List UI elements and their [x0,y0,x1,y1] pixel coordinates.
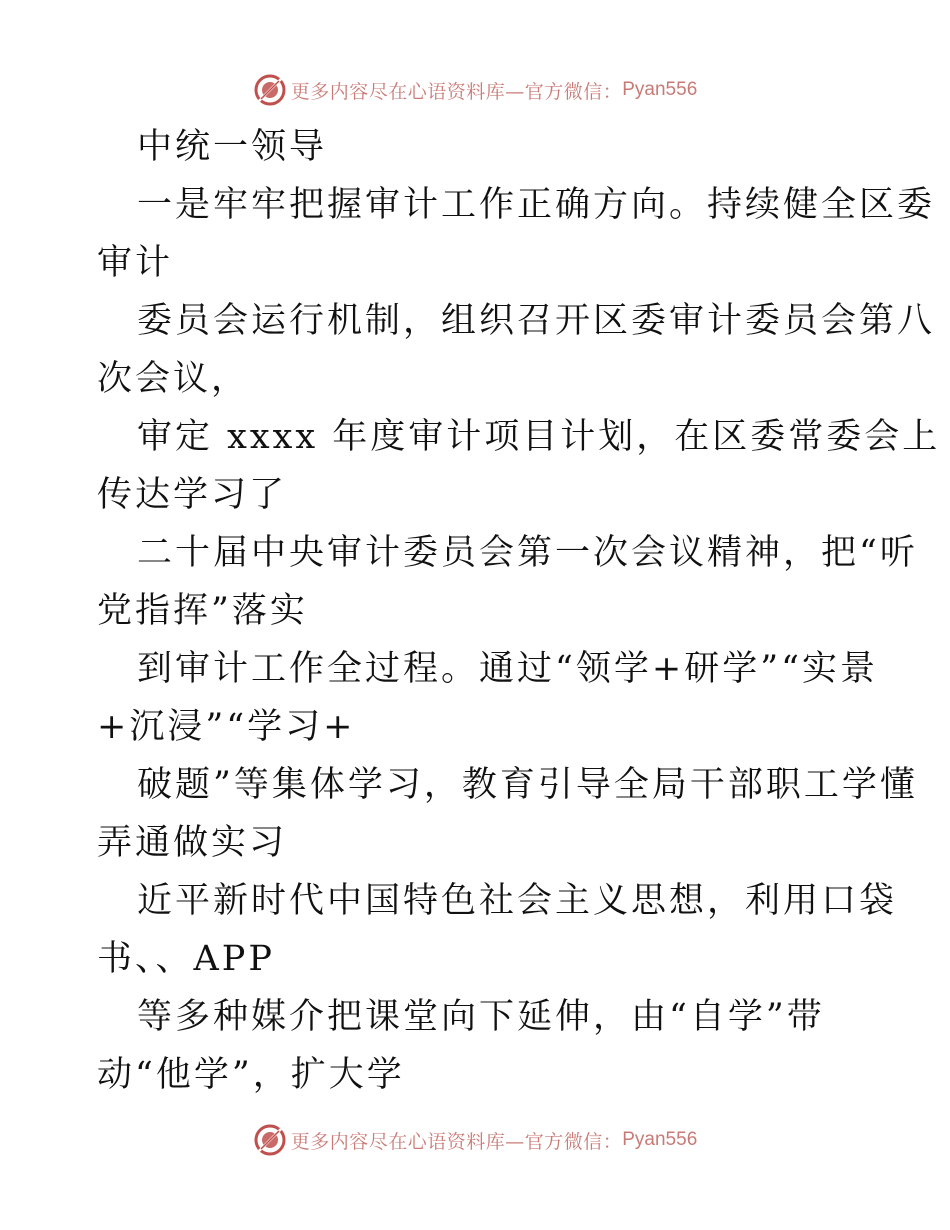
text-line: 传达学习了 [97,475,288,515]
text-line: 等多种媒介把课堂向下延伸，由“自学”带 [137,997,825,1037]
text-line: 书、、APP [97,939,275,979]
text-line: 审计 [97,243,174,283]
footer-watermark [0,1120,950,1160]
text-line: 破题”等集体学习，教育引导全局干部职工学懂 [137,765,918,805]
text-line: 近平新时代中国特色社会主义思想，利用口袋 [137,881,898,921]
seal-logo-icon [253,1123,287,1157]
watermark-text: 更多内容尽在心语资料库—官方微信： [290,80,623,103]
text-line: +沉浸”“学习+ [97,707,356,747]
watermark-text: 更多内容尽在心语资料库—官方微信： [290,1130,623,1153]
text-line: 二十届中央审计委员会第一次会议精神，把“听 [137,533,918,573]
header-watermark [0,70,950,110]
text-line: 动“他学”，扩大学 [97,1055,405,1095]
text-line: 到审计工作全过程。通过“领学+研学”“实景 [137,649,879,689]
watermark-wechat-id: Pyan556 [622,79,698,100]
seal-logo-icon [253,73,287,107]
watermark-wechat-id: Pyan556 [622,1129,698,1150]
text-line: 中统一领导 [137,127,328,167]
document-body [97,118,941,1104]
text-line: 弄通做实习 [97,823,288,863]
text-line: 次会议， [97,359,250,399]
text-line: 委员会运行机制，组织召开区委审计委员会第八 [137,301,936,341]
text-line: 审定 xxxx 年度审计项目计划，在区委常委会上 [137,417,941,457]
text-line: 党指挥”落实 [97,591,308,631]
text-line: 一是牢牢把握审计工作正确方向。持续健全区委 [137,185,936,225]
